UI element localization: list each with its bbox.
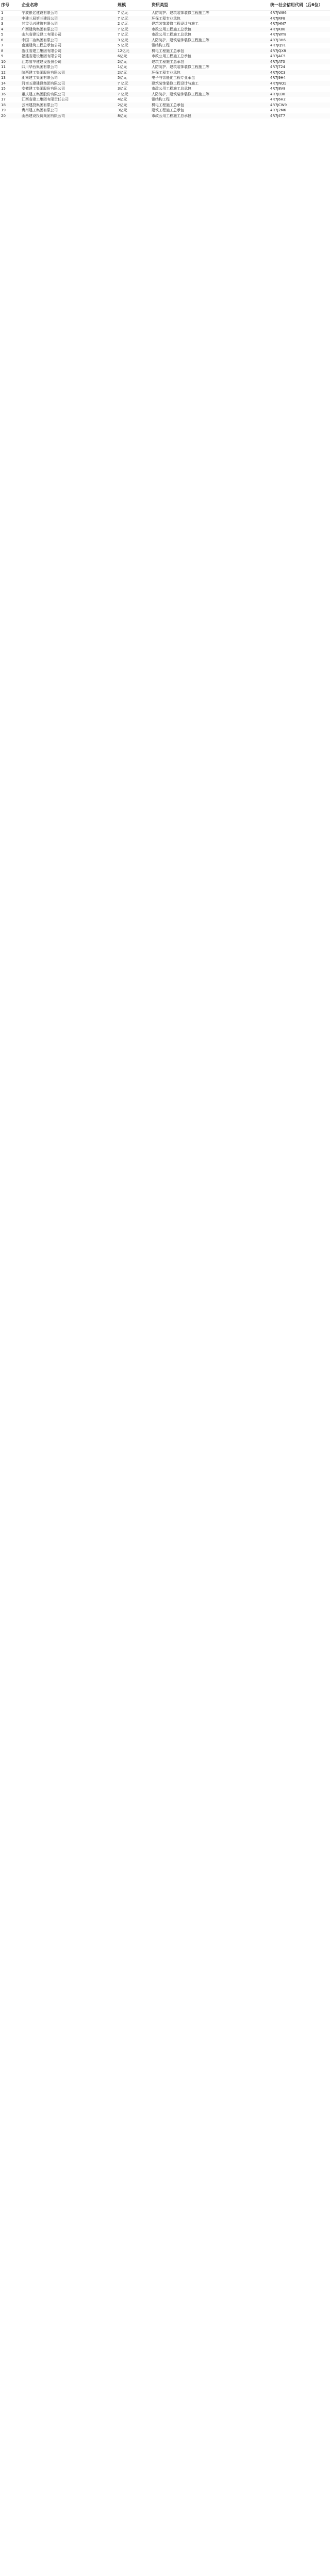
row-index: 5 <box>1 32 4 37</box>
row-index: 11 <box>1 65 6 70</box>
qualification-type: 市政公用工程施工总承包 <box>152 54 191 59</box>
qualification-type: 建筑装饰装修工程设计与施工 <box>151 81 269 87</box>
table-row <box>0 113 330 119</box>
company-name: 中国二冶集团有限公司 <box>21 38 117 43</box>
table-row <box>0 59 330 65</box>
row-index: 14 <box>0 81 21 87</box>
company-name: 浙江省建工集团有限公司 <box>21 48 117 54</box>
credit-code: 4R7JT24 <box>270 65 286 70</box>
company-name: 甘肃弘兴建筑有限公司 <box>22 22 58 26</box>
scale: 4亿元 <box>118 97 127 102</box>
qualification-type: 环保工程专业承包 <box>151 70 269 76</box>
credit-code: 4R7J9H4 <box>270 76 286 80</box>
header-credit-code: 统一社会信用代码（后6位） <box>269 0 330 10</box>
company-name: 山西建设投资集团有限公司 <box>21 113 117 119</box>
company-name: 湖南建工集团有限公司 <box>22 76 58 80</box>
company-name: 河南五建建设集团有限公司 <box>21 81 117 87</box>
credit-code: 4R7JQ91 <box>270 43 286 48</box>
company-name: 山东省建设建工有限公司 <box>22 32 61 37</box>
company-name: 安徽建工集团股份有限公司 <box>22 87 65 91</box>
table-row <box>0 81 330 87</box>
credit-code: 4R7JCW9 <box>269 103 330 108</box>
credit-code: 4R7J6H2 <box>270 97 286 102</box>
scale: 7 亿元 <box>118 32 128 37</box>
company-name: 广西建筑集团有限公司 <box>21 27 117 32</box>
scale: 3亿元 <box>118 108 127 113</box>
company-name: 江苏省华建建设股份公司 <box>21 59 117 65</box>
qualification-type: 建筑工程施工总承包 <box>152 108 184 113</box>
header-index: 序号 <box>0 0 21 10</box>
credit-code: 4R7JNQ1 <box>269 81 330 87</box>
table-row <box>0 43 330 48</box>
table-row <box>0 103 330 108</box>
credit-code: 4R7JAT0 <box>269 59 330 65</box>
qualification-type: 市政公用工程施工总承包 <box>151 113 269 119</box>
credit-code: 4R7JK88 <box>269 27 330 32</box>
row-index: 7 <box>1 43 4 48</box>
company-name: 南通建筑工程总承包公司 <box>22 43 61 48</box>
credit-code: 4R7J3H6 <box>269 38 330 43</box>
table-body <box>0 10 330 119</box>
company-name: 中建三局第三建设公司 <box>21 16 117 22</box>
row-index: 10 <box>0 59 21 65</box>
row-index: 18 <box>0 103 21 108</box>
header-qualification: 资质类型 <box>151 0 269 10</box>
company-name: 重庆建工集团股份有限公司 <box>21 92 117 97</box>
credit-code: 4R7JLB0 <box>269 92 330 97</box>
qualification-type: 电子与智能化工程专业承包 <box>152 76 195 80</box>
credit-code: 4R7J4T7 <box>269 113 330 119</box>
company-name: 陕西建工集团股份有限公司 <box>21 70 117 76</box>
enterprise-table <box>0 0 330 118</box>
company-name: 云南建投集团有限公司 <box>21 103 117 108</box>
qualification-type: 建筑装饰装修工程设计与施工 <box>152 22 199 26</box>
scale: 7 亿元 <box>117 16 151 22</box>
row-index: 8 <box>0 48 21 54</box>
company-name: 四川华西集团有限公司 <box>22 65 58 70</box>
row-index: 12 <box>0 70 21 76</box>
credit-code: 4R7J0C3 <box>269 70 330 76</box>
row-index: 20 <box>0 113 21 119</box>
row-index: 3 <box>1 22 4 26</box>
qualification-type: 市政公用工程施工总承包 <box>152 87 191 91</box>
table-row <box>0 108 330 113</box>
table-row <box>0 32 330 38</box>
qualification-type: 环保工程专业承包 <box>151 16 269 22</box>
scale: 2 亿元 <box>118 22 128 26</box>
table-row <box>0 64 330 70</box>
row-index: 15 <box>1 87 6 91</box>
credit-code: 4R7JW86 <box>270 11 287 15</box>
table-row <box>0 38 330 43</box>
scale: 5 亿元 <box>118 43 128 48</box>
scale: 2亿元 <box>117 59 151 65</box>
credit-code: 4R7J2M6 <box>270 108 286 113</box>
scale: 7 亿元 <box>117 92 151 97</box>
scale: 8亿元 <box>117 113 151 119</box>
scale: 6亿元 <box>118 54 127 59</box>
scale: 2亿元 <box>117 70 151 76</box>
scale: 5亿元 <box>118 76 127 80</box>
qualification-type: 人防防护、建筑装饰装修工程施工等 <box>151 38 269 43</box>
credit-code: 4R7JAC5 <box>270 54 286 59</box>
row-index: 17 <box>1 97 6 102</box>
table-row <box>0 21 330 27</box>
qualification-type: 市政公用工程施工总承包 <box>151 27 269 32</box>
header-company: 企业名称 <box>21 0 117 10</box>
scale: 12亿元 <box>117 48 151 54</box>
qualification-type: 市政公用工程施工总承包 <box>152 32 191 37</box>
company-name: 宁波银亿建设有限公司 <box>22 11 58 15</box>
credit-code: 4R7JHN7 <box>270 22 286 26</box>
row-index: 19 <box>1 108 6 113</box>
row-index: 16 <box>0 92 21 97</box>
qualification-type: 机电工程施工总承包 <box>151 48 269 54</box>
company-name: 江西省建工集团有限责任公司 <box>22 97 69 102</box>
credit-code: 4R7JWT8 <box>270 32 287 37</box>
table-row <box>0 92 330 97</box>
scale: 7 亿元 <box>117 27 151 32</box>
row-index: 4 <box>0 27 21 32</box>
table-row <box>0 54 330 59</box>
table-header-row <box>0 0 330 10</box>
qualification-type: 人防防护、建筑装饰装修工程施工等 <box>152 65 209 70</box>
scale: 3亿元 <box>118 87 127 91</box>
qualification-type: 机电工程施工总承包 <box>151 103 269 108</box>
qualification-type: 钢结构工程 <box>152 97 170 102</box>
scale: 7 亿元 <box>118 11 128 15</box>
table-row <box>0 10 330 16</box>
credit-code: 4R7JRF8 <box>269 16 330 22</box>
credit-code: 4R7JQX8 <box>269 48 330 54</box>
row-index: 6 <box>0 38 21 43</box>
row-index: 9 <box>1 54 4 59</box>
table-row <box>0 70 330 76</box>
company-name: 福建省建设集团有限公司 <box>22 54 61 59</box>
qualification-type: 人防防护、建筑装饰装修工程施工等 <box>151 92 269 97</box>
company-name: 贵州建工集团有限公司 <box>22 108 58 113</box>
scale: 2亿元 <box>117 103 151 108</box>
qualification-type: 建筑工程施工总承包 <box>151 59 269 65</box>
row-index: 13 <box>1 76 6 80</box>
table-row <box>0 27 330 32</box>
scale: 7 亿元 <box>117 81 151 87</box>
table-row <box>0 75 330 81</box>
table-row <box>0 86 330 92</box>
table-row <box>0 48 330 54</box>
credit-code: 4R7J8V8 <box>270 87 286 91</box>
scale: 3 亿元 <box>117 38 151 43</box>
row-index: 1 <box>1 11 4 15</box>
header-scale: 规模 <box>117 0 151 10</box>
row-index: 2 <box>0 16 21 22</box>
qualification-type: 钢结构工程 <box>152 43 170 48</box>
table-row <box>0 97 330 103</box>
scale: 1亿元 <box>118 65 127 70</box>
table-row <box>0 16 330 22</box>
qualification-type: 人防防护、建筑装饰装修工程施工等 <box>152 11 209 15</box>
